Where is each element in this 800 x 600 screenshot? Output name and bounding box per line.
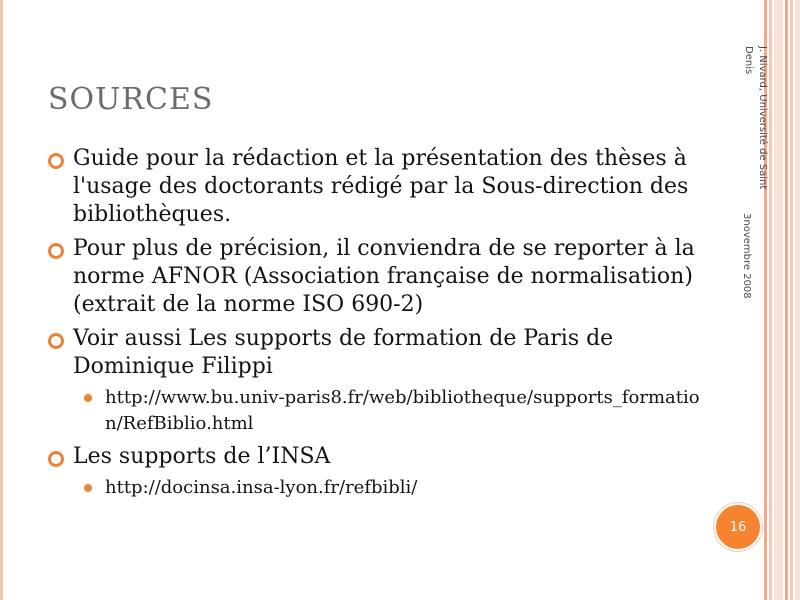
sub-bullet-list [73, 385, 708, 437]
slide-content [48, 145, 708, 507]
bullet-text: Pour plus de précision, il conviendra de se reporter à la norme AFNOR (Association française de normalisation) (extrait de la norme ISO 690-2) [73, 236, 695, 317]
page-number-badge: 16 [714, 503, 762, 551]
bullet-text: Les supports de l’INSA [73, 444, 331, 469]
bullet-item [48, 235, 708, 319]
circle-bullet-icon [48, 333, 64, 349]
link-text[interactable]: http://docinsa.insa-lyon.fr/refbibli/ [105, 477, 418, 498]
sub-bullet-list [73, 475, 708, 501]
stripe [785, 0, 788, 600]
bullet-item [48, 325, 708, 437]
stripe [795, 0, 800, 600]
bullet-text: Voir aussi Les supports de formation de Paris de Dominique Filippi [73, 326, 614, 379]
circle-bullet-icon [48, 451, 64, 467]
dot-bullet-icon [84, 484, 92, 492]
dot-bullet-icon [84, 394, 92, 402]
stripe [790, 0, 793, 600]
circle-bullet-icon [48, 243, 64, 259]
stripe [769, 0, 772, 600]
bullet-list [48, 145, 708, 501]
side-date-text: 3novembre 2008 [741, 213, 752, 299]
bullet-text: Guide pour la rédaction et la présentation des thèses à l'usage des doctorants rédigé par la Sous-direction des bibliothèques. [73, 146, 689, 227]
sub-bullet-item[interactable] [73, 385, 708, 437]
bullet-item [48, 443, 708, 501]
side-author-text: J. Nivard, Université de Saint Denis [743, 46, 768, 190]
link-text[interactable]: http://www.bu.univ-paris8.fr/web/bibliotheque/supports_formation/RefBiblio.html [105, 387, 700, 434]
bullet-item [48, 145, 708, 229]
left-border [0, 0, 3, 600]
sub-bullet-item[interactable] [73, 475, 708, 501]
stripe [774, 0, 783, 600]
decorative-stripes [764, 0, 800, 600]
circle-bullet-icon [48, 153, 64, 169]
slide-title: SOURCES [48, 82, 214, 117]
